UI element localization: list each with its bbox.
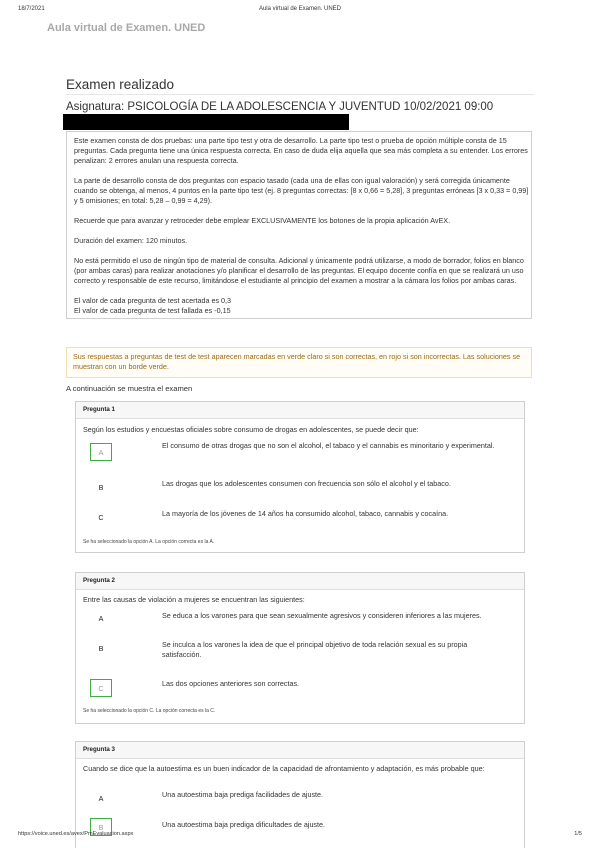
- instructions-box: [66, 131, 532, 319]
- option-c[interactable]: C: [98, 513, 104, 522]
- page-number: 1/5: [574, 831, 582, 837]
- option-text: La mayoría de los jóvenes de 14 años ha consumido alcohol, tabaco, cannabis y cocaína.: [162, 509, 449, 518]
- option-text: Las dos opciones anteriores son correctas.: [162, 679, 300, 688]
- option-b[interactable]: B: [98, 483, 104, 492]
- option-a[interactable]: A: [90, 443, 112, 461]
- title-divider: [66, 94, 534, 95]
- option-text: Se inculca a los varones la idea de que el principal objetivo de toda relación sexual es su propia satisfacción.: [162, 640, 468, 659]
- question-card-1: [75, 401, 525, 553]
- option-c[interactable]: C: [90, 679, 112, 697]
- option-text: El consumo de otras drogas que no son el alcohol, el tabaco y el cannabis es minoritario y experimental.: [162, 441, 495, 450]
- option-text: Una autoestima baja prediga dificultades de ajuste.: [162, 820, 326, 829]
- answer-note: Se ha seleccionado la opción A. La opción correcta es la A.: [83, 539, 215, 545]
- question-text: Entre las causas de violación a mujeres se encuentran las siguientes:: [83, 595, 305, 604]
- instructions-paragraph: Duración del examen: 120 minutos.: [74, 236, 188, 245]
- print-url: https://voice.uned.es/avex/PmEvaluacion.aspx: [18, 831, 134, 837]
- redaction-bar: [63, 114, 349, 130]
- exam-intro: A continuación se muestra el examen: [66, 384, 193, 393]
- print-footer: [0, 831, 600, 841]
- question-text: Según los estudios y encuestas oficiales sobre consumo de drogas en adolescentes, se puede decir que:: [83, 425, 419, 434]
- question-header: Pregunta 3: [76, 742, 524, 759]
- legend-alert: Sus respuestas a preguntas de test de test aparecen marcadas en verde claro si son correctas, en rojo si son incorrectas. Las soluciones se muestran con un borde verde.: [66, 347, 532, 378]
- option-b[interactable]: B: [90, 818, 112, 836]
- option-text: Una autoestima baja prediga facilidades de ajuste.: [162, 790, 324, 799]
- question-text: Cuando se dice que la autoestima es un buen indicador de la capacidad de afrontamiento y adaptación, es más probable que:: [83, 764, 485, 773]
- print-header: [0, 6, 600, 16]
- site-title[interactable]: Aula virtual de Examen. UNED: [47, 22, 206, 34]
- option-b[interactable]: B: [98, 644, 104, 653]
- question-card-2: [75, 572, 525, 724]
- option-a[interactable]: A: [98, 614, 104, 623]
- instructions-paragraph: Recuerde que para avanzar y retroceder debe emplear EXCLUSIVAMENTE los botones de la propia aplicación AvEX.: [74, 216, 451, 225]
- option-text: Las drogas que los adolescentes consumen con frecuencia son sólo el alcohol y el tabaco.: [162, 479, 451, 488]
- answer-note: Se ha seleccionado la opción C. La opción correcta es la C.: [83, 708, 216, 714]
- instructions-paragraph: El valor de cada pregunta de test acertada es 0,3: [74, 296, 232, 305]
- instructions-paragraph: La parte de desarrollo consta de dos preguntas con espacio tasado (cada una de ellas con igual valoración) y será corregida únicamente cuando se obtenga, al menos, 4 puntos en la parte tipo test (ej. 8 preguntas correctas: [8 x 0,66 = 5,28], 3 preguntas erróneas [3 x 0,33 = 0,99] y 5 omisiones; en total: 5,28 – 0,99 = 4,29).: [74, 176, 529, 205]
- question-header: Pregunta 1: [76, 402, 524, 419]
- instructions-paragraph: Este examen consta de dos pruebas: una parte tipo test y otra de desarrollo. La parte tipo test o prueba de opción múltiple consta de 15 preguntas. Cada pregunta tiene una única respuesta correcta. En caso de duda elija aquella que sea más completa a su entender. Los errores penalizan: 2 errores anulan una respuesta correcta.: [74, 136, 528, 165]
- print-date: 18/7/2021: [18, 6, 45, 12]
- option-text: Se educa a los varones para que sean sexualmente agresivos y consideren inferiores a las mujeres.: [162, 611, 482, 620]
- question-header: Pregunta 2: [76, 573, 524, 590]
- page-title: Examen realizado: [66, 77, 175, 92]
- option-a[interactable]: A: [98, 794, 104, 803]
- instructions-paragraph: No está permitido el uso de ningún tipo de material de consulta. Adicional y únicamente podrá utilizarse, a modo de borrador, folios en blanco (por ambas caras) para realizar anotaciones y/o planificar el desarrollo de las preguntas. El equipo docente confía en que se realizará un uso correcto y responsable de este recurso, limitándose el estudiante al principio del examen a mostrar a la cámara los folios por ambas caras.: [74, 256, 524, 285]
- subject-heading: Asignatura: PSICOLOGÍA DE LA ADOLESCENCIA Y JUVENTUD 10/02/2021 09:00: [66, 101, 494, 113]
- instructions-paragraph: El valor de cada pregunta de test fallada es -0,15: [74, 306, 231, 315]
- print-title: Aula virtual de Examen. UNED: [258, 6, 342, 12]
